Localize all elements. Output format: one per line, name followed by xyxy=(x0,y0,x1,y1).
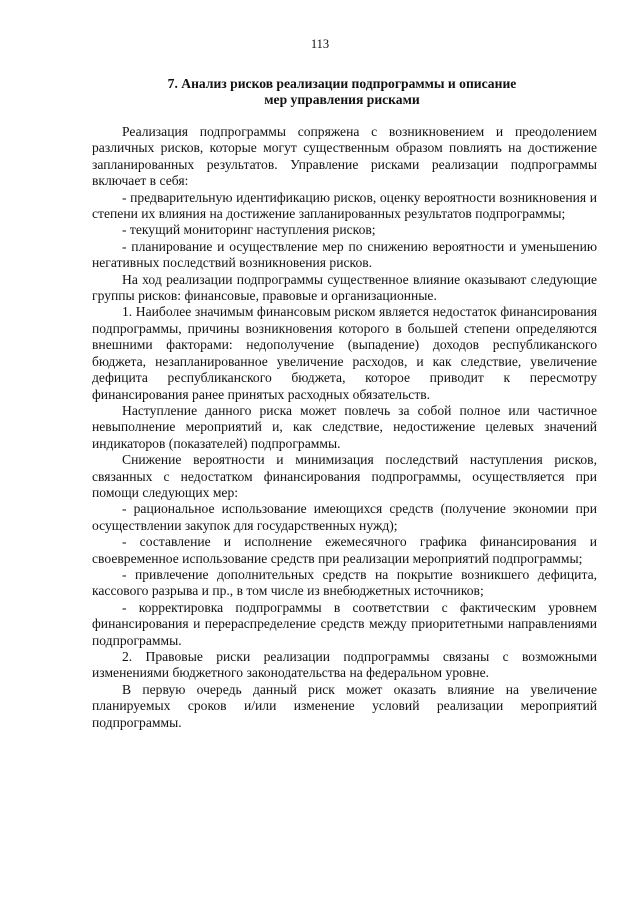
page-number: 113 xyxy=(310,37,330,51)
section-heading-line-1: 7. Анализ рисков реализации подпрограммы и описание xyxy=(167,76,517,91)
paragraph: 2. Правовые риски реализации подпрограммы связаны с возможными изменениями бюджетного законодательства на федеральном уровне. xyxy=(92,649,597,681)
paragraph: В первую очередь данный риск может оказать влияние на увеличение планируемых сроков и/или изменение условий реализации мероприятий подпрограммы. xyxy=(92,681,597,730)
paragraph: 1. Наиболее значимым финансовым риском является недостаток финансирования подпрограммы, причины возникновения которого в большей степени определяются внешними факторами: недополучение (выпадение) доходов республиканского бюджета, незапланированное увеличение расходов, и как следствие, увеличение дефицита республиканского бюджета, которое приводит к пересмотру финансирования ранее принятых расходных обязательств. xyxy=(92,304,597,402)
list-item: - составление и исполнение ежемесячного графика финансирования и своевременное использование средств при реализации мероприятий подпрограммы; xyxy=(92,534,597,566)
paragraph: На ход реализации подпрограммы существенное влияние оказывают следующие группы рисков: финансовые, правовые и организационные. xyxy=(92,271,597,304)
list-item: - планирование и осуществление мер по снижению вероятности и уменьшению негативных последствий возникновения рисков. xyxy=(92,238,597,271)
paragraph: Наступление данного риска может повлечь за собой полное или частичное невыполнение мероприятий и, как следствие, недостижение целевых значений индикаторов (показателей) подпрограммы. xyxy=(92,402,597,451)
paragraph: Снижение вероятности и минимизация последствий наступления рисков, связанных с недостатком финансирования подпрограммы, осуществляется при помощи следующих мер: xyxy=(92,452,597,500)
list-item: - привлечение дополнительных средств на покрытие возникшего дефицита, кассового разрыва и пр., в том числе из внебюджетных источников; xyxy=(92,566,597,599)
list-item: - рациональное использование имеющихся средств (получение экономии при осуществлении закупок для государственных нужд); xyxy=(92,501,597,533)
list-item: - текущий мониторинг наступления рисков; xyxy=(122,222,376,238)
section-heading xyxy=(92,76,592,108)
list-item: - предварительную идентификацию рисков, оценку вероятности возникновения и степени их влияния на достижение запланированных результатов подпрограммы; xyxy=(92,189,597,222)
body-text xyxy=(92,124,597,731)
paragraph: Реализация подпрограммы сопряжена с возникновением и преодолением различных рисков, которые могут существенным образом повлиять на достижение запланированных результатов. Управление рисками реализации подпрограммы включает в себя: xyxy=(92,124,597,189)
section-heading-line-2: мер управления рисками xyxy=(264,92,420,107)
list-item: - корректировка подпрограммы в соответствии с фактическим уровнем финансирования и перераспределение средств между приоритетными направлениями подпрограммы. xyxy=(92,599,597,648)
